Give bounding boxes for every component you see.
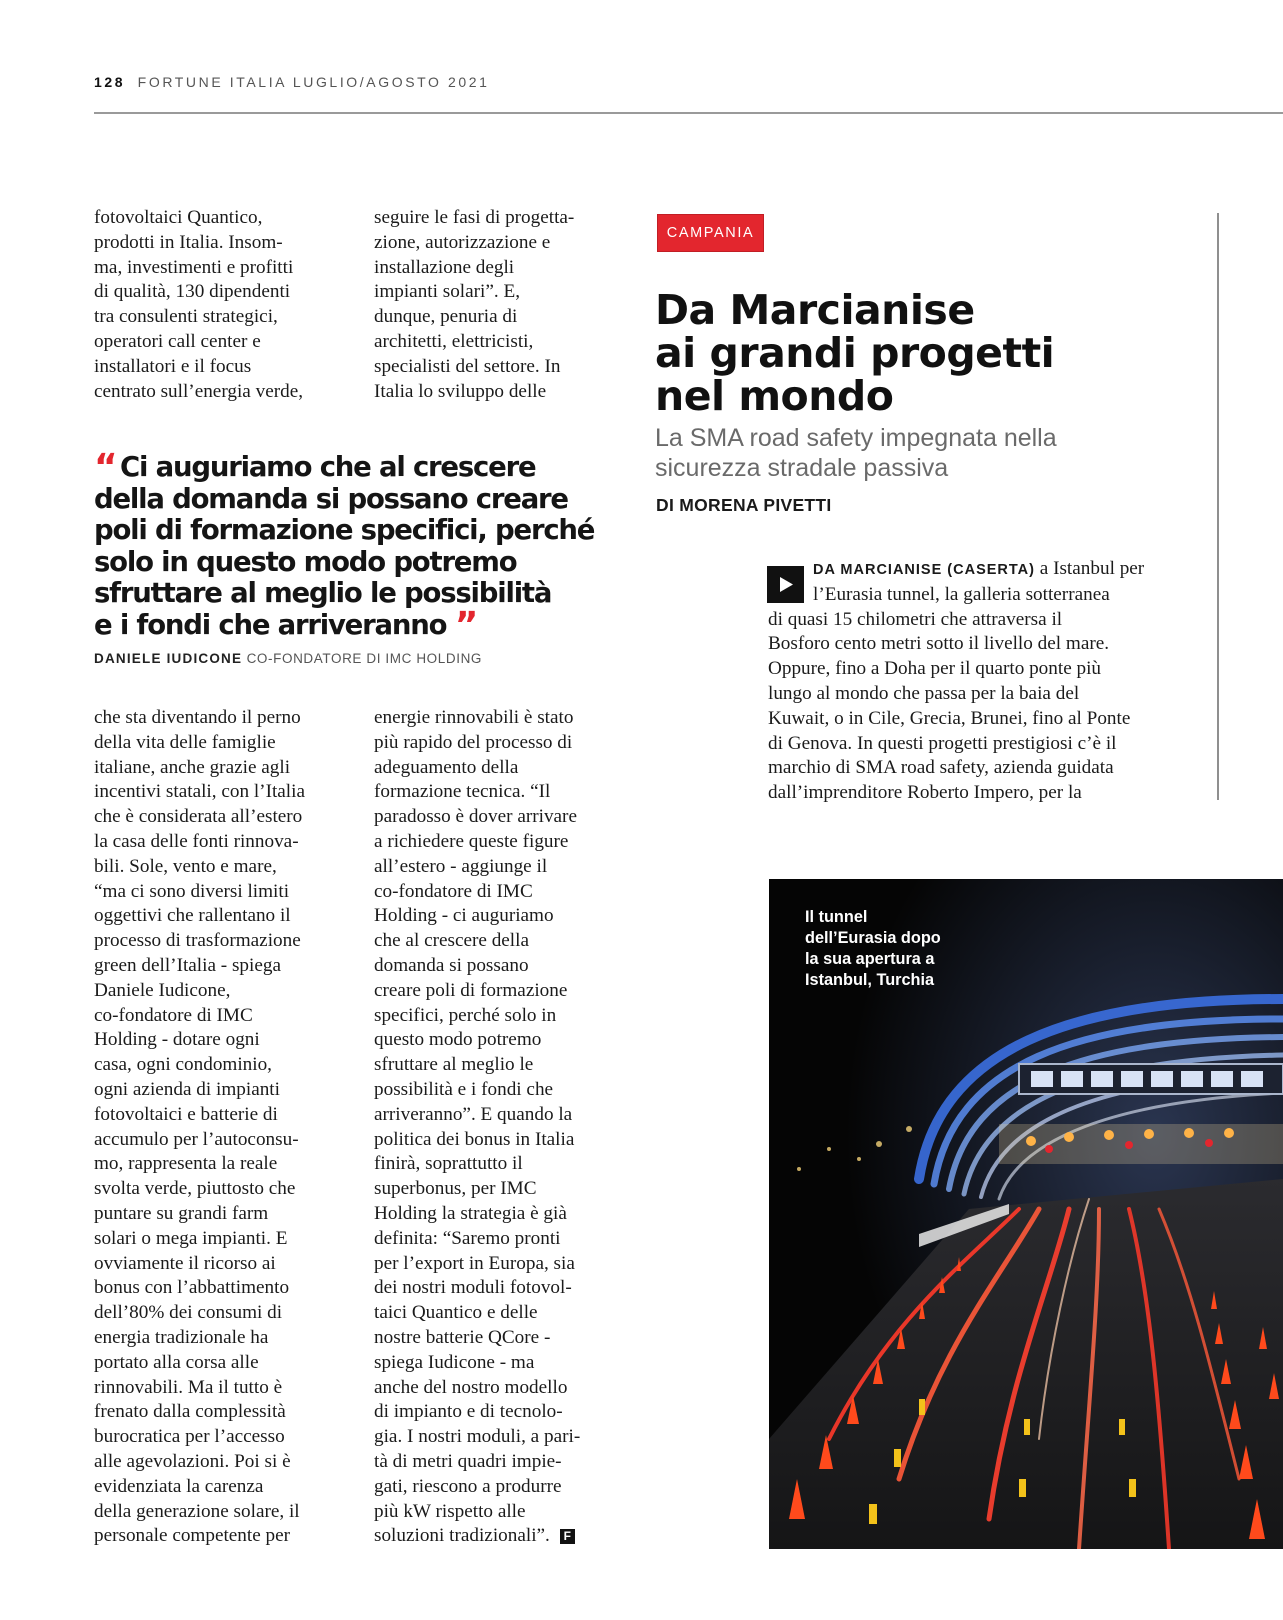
text-line: ma, investimenti e profitti bbox=[94, 256, 294, 278]
text-line: finirà, soprattutto il bbox=[374, 1153, 523, 1175]
column-top-middle bbox=[374, 206, 619, 404]
text-line: zione, autorizzazione e bbox=[374, 231, 551, 253]
text-line: Oppure, fino a Doha per il quarto ponte più bbox=[768, 658, 1102, 680]
text-line: alle agevolazioni. Poi si è bbox=[94, 1450, 291, 1472]
text-line: la casa delle fonti rinnova- bbox=[94, 830, 299, 852]
sidebar-headline bbox=[655, 286, 1055, 420]
paragraph-bottom-left bbox=[94, 706, 344, 1549]
text-line: operatori call center e bbox=[94, 330, 261, 352]
text-line: della generazione solare, il bbox=[94, 1500, 300, 1522]
text-line: nostre batterie QCore - bbox=[374, 1326, 551, 1348]
text-line: installatori e il focus bbox=[94, 355, 252, 377]
text-line: questo modo potremo bbox=[374, 1029, 542, 1051]
text-line: Holding - ci auguriamo bbox=[374, 905, 554, 927]
paragraph-top-left bbox=[94, 206, 339, 404]
text-line: incentivi statali, con l’Italia bbox=[94, 781, 305, 803]
subhead-line: sicurezza stradale passiva bbox=[655, 454, 949, 482]
text-line: Italia lo sviluppo delle bbox=[374, 380, 547, 402]
text-line: green dell’Italia - spiega bbox=[94, 954, 281, 976]
text-line: Holding - dotare ogni bbox=[94, 1029, 260, 1051]
photo-caption bbox=[805, 907, 941, 991]
text-line: fotovoltaici e batterie di bbox=[94, 1103, 278, 1125]
column-bottom-left bbox=[94, 706, 344, 1549]
text-line: italiane, anche grazie agli bbox=[94, 756, 291, 778]
text-line: personale competente per bbox=[94, 1525, 291, 1547]
text-line: definita: “Saremo pronti bbox=[374, 1227, 561, 1249]
text-line: marchio di SMA road safety, azienda guidata bbox=[768, 757, 1114, 779]
text-line: “ma ci sono diversi limiti bbox=[94, 880, 290, 902]
text-line: di quasi 15 chilometri che attraversa il bbox=[768, 608, 1063, 630]
dateline: DA MARCIANISE (CASERTA) bbox=[813, 562, 1035, 578]
text-line: più rapido del processo di bbox=[374, 731, 573, 753]
text-line: mo, rappresenta la reale bbox=[94, 1153, 278, 1175]
column-bottom-middle bbox=[374, 706, 624, 1549]
text-line: burocratica per l’accesso bbox=[94, 1426, 285, 1448]
text-line: Kuwait, o in Cile, Grecia, Brunei, fino al Ponte bbox=[768, 707, 1131, 729]
text-line: specialisti del settore. In bbox=[374, 355, 561, 377]
subhead-line: La SMA road safety impegnata nella bbox=[655, 424, 1057, 452]
text-line: svolta verde, piuttosto che bbox=[94, 1178, 296, 1200]
headline-line: nel mondo bbox=[655, 372, 894, 420]
text-line: che è considerata all’estero bbox=[94, 806, 303, 828]
headline-line: Da Marcianise bbox=[655, 286, 975, 334]
text-line: superbonus, per IMC bbox=[374, 1178, 537, 1200]
sidebar-subhead bbox=[655, 423, 1057, 483]
sidebar-byline: DI MORENA PIVETTI bbox=[656, 495, 832, 515]
caption-line: Istanbul, Turchia bbox=[805, 971, 935, 989]
text-line: politica dei bonus in Italia bbox=[374, 1128, 575, 1150]
text-line: bonus con l’abbattimento bbox=[94, 1277, 290, 1299]
text-line: tà di metri quadri impie- bbox=[374, 1450, 562, 1472]
text-line: adeguamento della bbox=[374, 756, 519, 778]
text-line: di Genova. In questi progetti prestigiosi c’è il bbox=[768, 732, 1117, 754]
text-line: creare poli di formazione bbox=[374, 979, 568, 1001]
text-line: Bosforo cento metri sotto il livello del mare. bbox=[768, 633, 1110, 655]
text-line: prodotti in Italia. Insom- bbox=[94, 231, 283, 253]
text-line: formazione tecnica. “Il bbox=[374, 781, 551, 803]
text-line: per l’export in Europa, sia bbox=[374, 1252, 575, 1274]
text-line: della vita delle famiglie bbox=[94, 731, 276, 753]
text-line: solari o mega impianti. E bbox=[94, 1227, 288, 1249]
text-line: dall’imprenditore Roberto Impero, per la bbox=[768, 782, 1082, 804]
quote-attribution bbox=[94, 651, 482, 666]
quote-line: poli di formazione specifici, perché bbox=[94, 514, 595, 546]
text-line: dell’80% dei consumi di bbox=[94, 1302, 283, 1324]
text-line: tra consulenti strategici, bbox=[94, 306, 278, 328]
sidebar-rule bbox=[1217, 213, 1219, 800]
text-line: casa, ogni condominio, bbox=[94, 1054, 272, 1076]
column-top-left bbox=[94, 206, 339, 404]
quote-open-icon: “ bbox=[94, 447, 112, 488]
text-line: gati, riescono a produrre bbox=[374, 1475, 562, 1497]
caption-line: Il tunnel bbox=[805, 908, 868, 926]
text-line: di qualità, 130 dipendenti bbox=[94, 281, 291, 303]
text-line: ovviamente il ricorso ai bbox=[94, 1252, 276, 1274]
quote-author-role: CO-FONDATORE DI IMC HOLDING bbox=[246, 651, 483, 666]
text-line: più kW rispetto alle bbox=[374, 1500, 526, 1522]
text-line: lungo al mondo che passa per la baia del bbox=[768, 682, 1080, 704]
text-line: installazione degli bbox=[374, 256, 515, 278]
headline-line: ai grandi progetti bbox=[655, 329, 1055, 377]
paragraph-top-middle bbox=[374, 206, 619, 404]
tunnel-photo bbox=[769, 879, 1283, 1549]
text-line: accumulo per l’autoconsu- bbox=[94, 1128, 299, 1150]
text-line: a richiedere queste figure bbox=[374, 830, 569, 852]
quote-author-name: DANIELE IUDICONE bbox=[94, 651, 243, 666]
end-mark-icon: F bbox=[560, 1529, 575, 1544]
text-line: specifici, perché solo in bbox=[374, 1004, 557, 1026]
quote-line: solo in questo modo potremo bbox=[94, 545, 517, 578]
quote-line: Ci auguriamo che al crescere bbox=[120, 451, 536, 483]
quote-line: e i fondi che arriveranno bbox=[94, 608, 447, 641]
text-line: impianti solari”. E, bbox=[374, 281, 521, 303]
text-line: arriveranno”. E quando la bbox=[374, 1103, 573, 1125]
quote-line: della domanda si possano creare bbox=[94, 482, 568, 515]
sidebar-body bbox=[768, 557, 1198, 806]
text-line: all’estero - aggiunge il bbox=[374, 855, 548, 877]
text-line: seguire le fasi di progetta- bbox=[374, 207, 575, 228]
text-line: spiega Iudicone - ma bbox=[374, 1351, 535, 1373]
text-line: soluzioni tradizionali”. bbox=[374, 1525, 550, 1547]
text-line: gia. I nostri moduli, a pari- bbox=[374, 1426, 581, 1448]
text-line: energie rinnovabili è stato bbox=[374, 707, 574, 728]
text-line: fotovoltaici Quantico, bbox=[94, 207, 263, 228]
text-line: taici Quantico e delle bbox=[374, 1302, 538, 1324]
text-line: evidenziata la carenza bbox=[94, 1475, 264, 1497]
text-line: oggettivi che rallentano il bbox=[94, 905, 291, 927]
caption-line: dell’Eurasia dopo bbox=[805, 929, 941, 947]
text-line: dei nostri moduli fotovol- bbox=[374, 1277, 572, 1299]
caption-line: la sua apertura a bbox=[805, 950, 935, 968]
pull-quote bbox=[94, 447, 634, 646]
text-line: dunque, penuria di bbox=[374, 306, 518, 328]
page-number: 128 bbox=[94, 74, 126, 90]
text-line: di impianto e di tecnolo- bbox=[374, 1401, 563, 1423]
text-line: frenato dalla complessità bbox=[94, 1401, 286, 1423]
text-line: co-fondatore di IMC bbox=[94, 1004, 253, 1026]
text-line: Holding la strategia è già bbox=[374, 1202, 567, 1224]
paragraph-bottom-middle bbox=[374, 706, 624, 1549]
text-line: centrato sull’energia verde, bbox=[94, 380, 304, 402]
text-line: bili. Sole, vento e mare, bbox=[94, 855, 277, 877]
sidebar-paragraph bbox=[768, 557, 1198, 806]
text-line: possibilità e i fondi che bbox=[374, 1078, 554, 1100]
text-line: energia tradizionale ha bbox=[94, 1326, 269, 1348]
text-line: anche del nostro modello bbox=[374, 1376, 568, 1398]
text-line: sfruttare al meglio le bbox=[374, 1054, 534, 1076]
text-line: portato alla corsa alle bbox=[94, 1351, 259, 1373]
text-line: a Istanbul per bbox=[1034, 558, 1145, 579]
running-header bbox=[94, 74, 490, 90]
quote-line: sfruttare al meglio le possibilità bbox=[94, 577, 552, 609]
text-line: domanda si possano bbox=[374, 954, 529, 976]
section-tag: CAMPANIA bbox=[657, 214, 764, 252]
text-line: Daniele Iudicone, bbox=[94, 979, 231, 1001]
text-line: ogni azienda di impianti bbox=[94, 1078, 280, 1100]
text-line: processo di trasformazione bbox=[94, 930, 301, 952]
text-line: paradosso è dover arrivare bbox=[374, 806, 577, 828]
text-line: rinnovabili. Ma il tutto è bbox=[94, 1376, 283, 1398]
text-line: architetti, elettricisti, bbox=[374, 330, 534, 352]
text-line: che al crescere della bbox=[374, 930, 529, 952]
text-line: puntare su grandi farm bbox=[94, 1202, 269, 1224]
publication-name: FORTUNE ITALIA LUGLIO/AGOSTO 2021 bbox=[137, 74, 490, 90]
text-line: l’Eurasia tunnel, la galleria sotterranea bbox=[813, 583, 1110, 605]
header-rule bbox=[94, 112, 1283, 114]
quote-close-icon: ” bbox=[454, 604, 473, 646]
text-line: che sta diventando il perno bbox=[94, 707, 301, 728]
text-line: co-fondatore di IMC bbox=[374, 880, 533, 902]
